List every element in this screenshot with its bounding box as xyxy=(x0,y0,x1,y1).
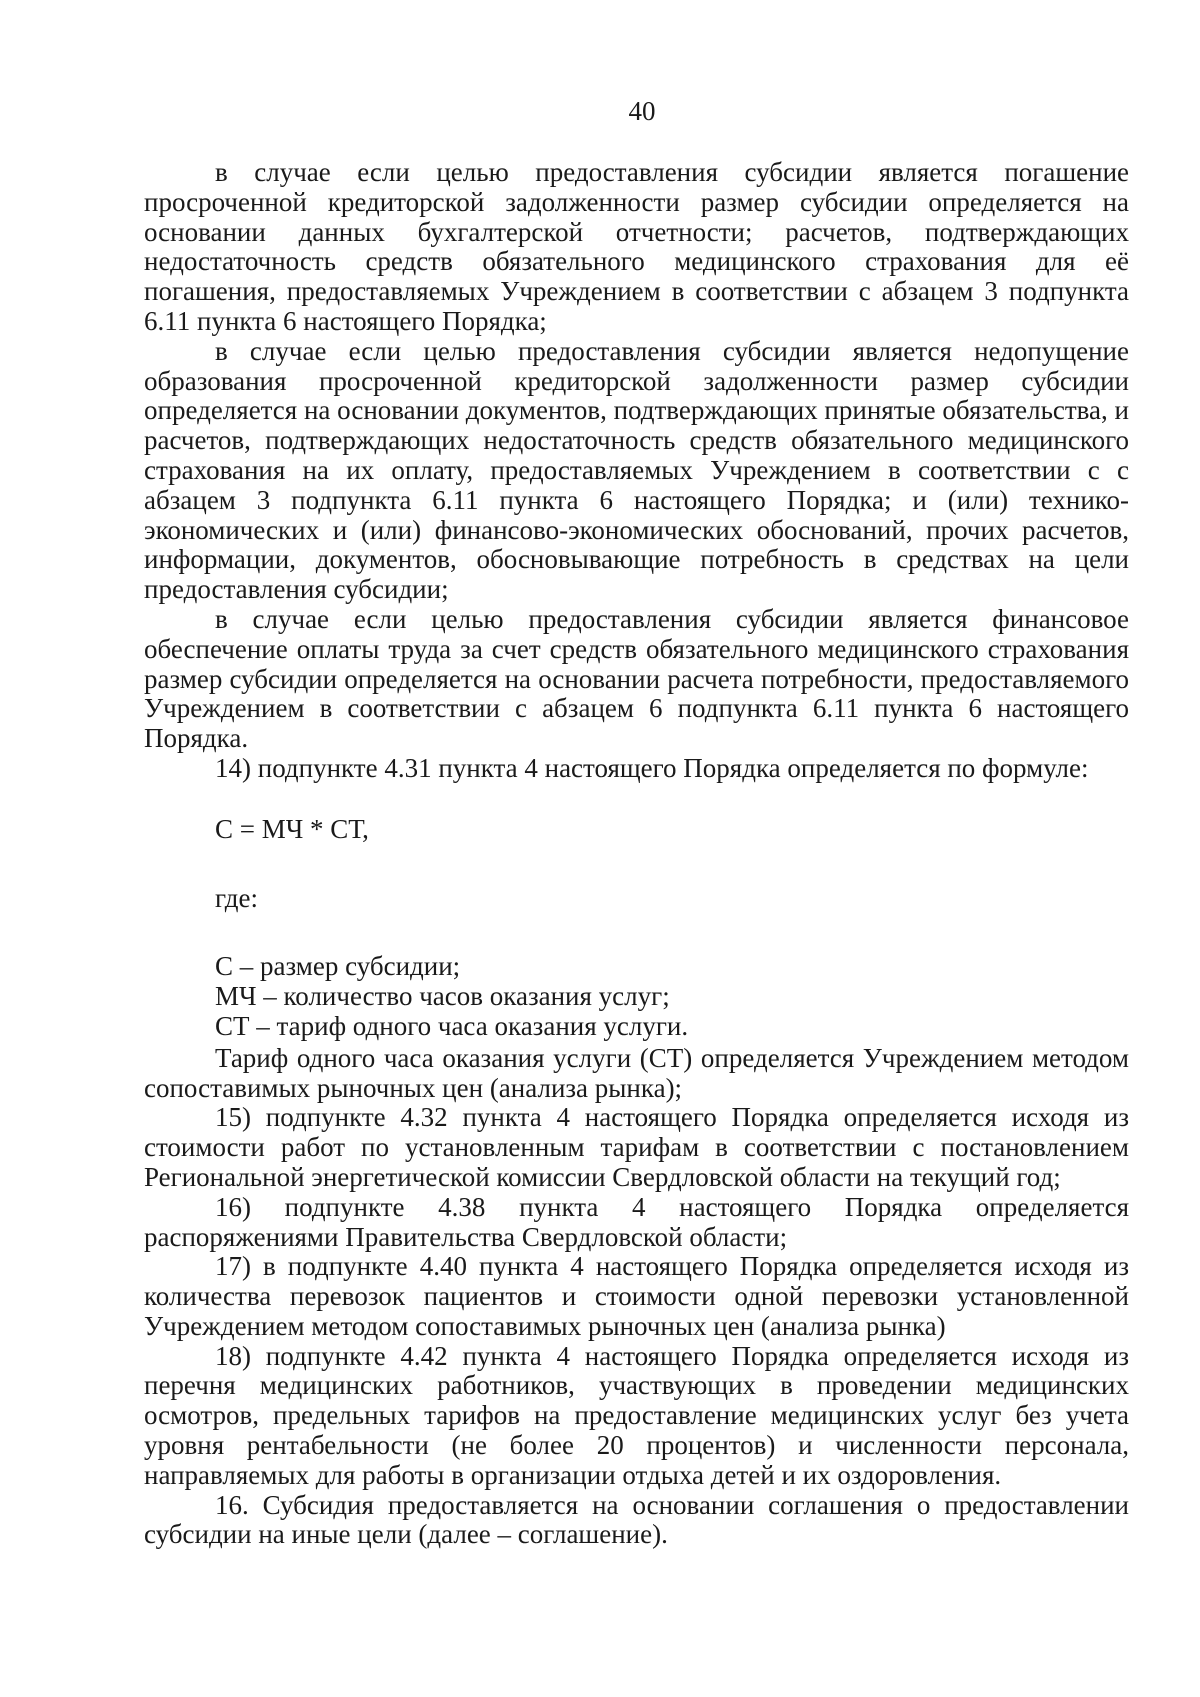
where-label: где: xyxy=(215,882,258,913)
document-body xyxy=(144,158,1129,1550)
paragraph-item-15: 15) подпункте 4.32 пункта 4 настоящего Порядка определяется исходя из стоимости работ по установленным тарифам в соответствии с постановлением Региональной энергетической комиссии Свердловской области на текущий год; xyxy=(144,1102,1129,1192)
paragraph-overdue-debt: в случае если целью предоставления субсидии является погашение просроченной кредиторской задолженности размер субсидии определяется на основании данных бухгалтерской отчетности; расчетов, подтверждающих недостаточность средств обязательного медицинского страхования для её погашения, предоставляемых Учреждением в соответствии с абзацем 3 подпункта 6.11 пункта 6 настоящего Порядка; xyxy=(144,157,1129,336)
paragraph-prevent-debt: в случае если целью предоставления субсидии является недопущение образования просроченной кредиторской задолженности размер субсидии определяется на основании документов, подтверждающих принятые обязательства, и расчетов, подтверждающих недостаточность средств обязательного медицинского страхования на их оплату, предоставляемых Учреждением в соответствии с с абзацем 3 подпункта 6.11 пункта 6 настоящего Порядка; и (или) технико-экономических и (или) финансово-экономических обоснований, прочих расчетов, информации, документов, обосновывающие потребность в средствах на цели предоставления субсидии; xyxy=(144,335,1129,605)
paragraph-item-16: 16) подпункте 4.38 пункта 4 настоящего Порядка определяется распоряжениями Правительства Свердловской области; xyxy=(144,1191,1129,1252)
definition-st: СТ – тариф одного часа оказания услуги. xyxy=(215,1010,689,1041)
paragraph-item-14: 14) подпункте 4.31 пункта 4 настоящего Порядка определяется по формуле: xyxy=(215,752,1089,783)
page-number: 40 xyxy=(628,96,656,126)
paragraph-labor-payment: в случае если целью предоставления субсидии является финансовое обеспечение оплаты труда за счет средств обязательного медицинского страхования размер субсидии определяется на основании расчета потребности, предоставляемого Учреждением в соответствии с абзацем 6 подпункта 6.11 пункта 6 настоящего Порядка. xyxy=(144,603,1129,754)
paragraph-section-16: 16. Субсидия предоставляется на основании соглашения о предоставлении субсидии на иные цели (далее – соглашение). xyxy=(144,1489,1129,1550)
definition-mch: МЧ – количество часов оказания услуг; xyxy=(215,981,670,1012)
paragraph-tariff-method: Тариф одного часа оказания услуги (СТ) определяется Учреждением методом сопоставимых рыночных цен (анализа рынка); xyxy=(144,1042,1129,1103)
paragraph-item-18: 18) подпункте 4.42 пункта 4 настоящего Порядка определяется исходя из перечня медицинских работников, участвующих в проведении медицинских осмотров, предельных тарифов на предоставление медицинских услуг без учета уровня рентабельности (не более 20 процентов) и численности персонала, направляемых для работы в организации отдыха детей и их оздоровления. xyxy=(144,1340,1129,1490)
formula-definitions xyxy=(144,952,1129,1041)
paragraph-item-17: 17) в подпункте 4.40 пункта 4 настоящего Порядка определяется исходя из количества перевозок пациентов и стоимости одной перевозки установленной Учреждением методом сопоставимых рыночных цен (анализа рынка) xyxy=(144,1251,1129,1341)
formula: С = МЧ * СТ, xyxy=(215,813,369,844)
definition-c: С – размер субсидии; xyxy=(215,951,461,982)
